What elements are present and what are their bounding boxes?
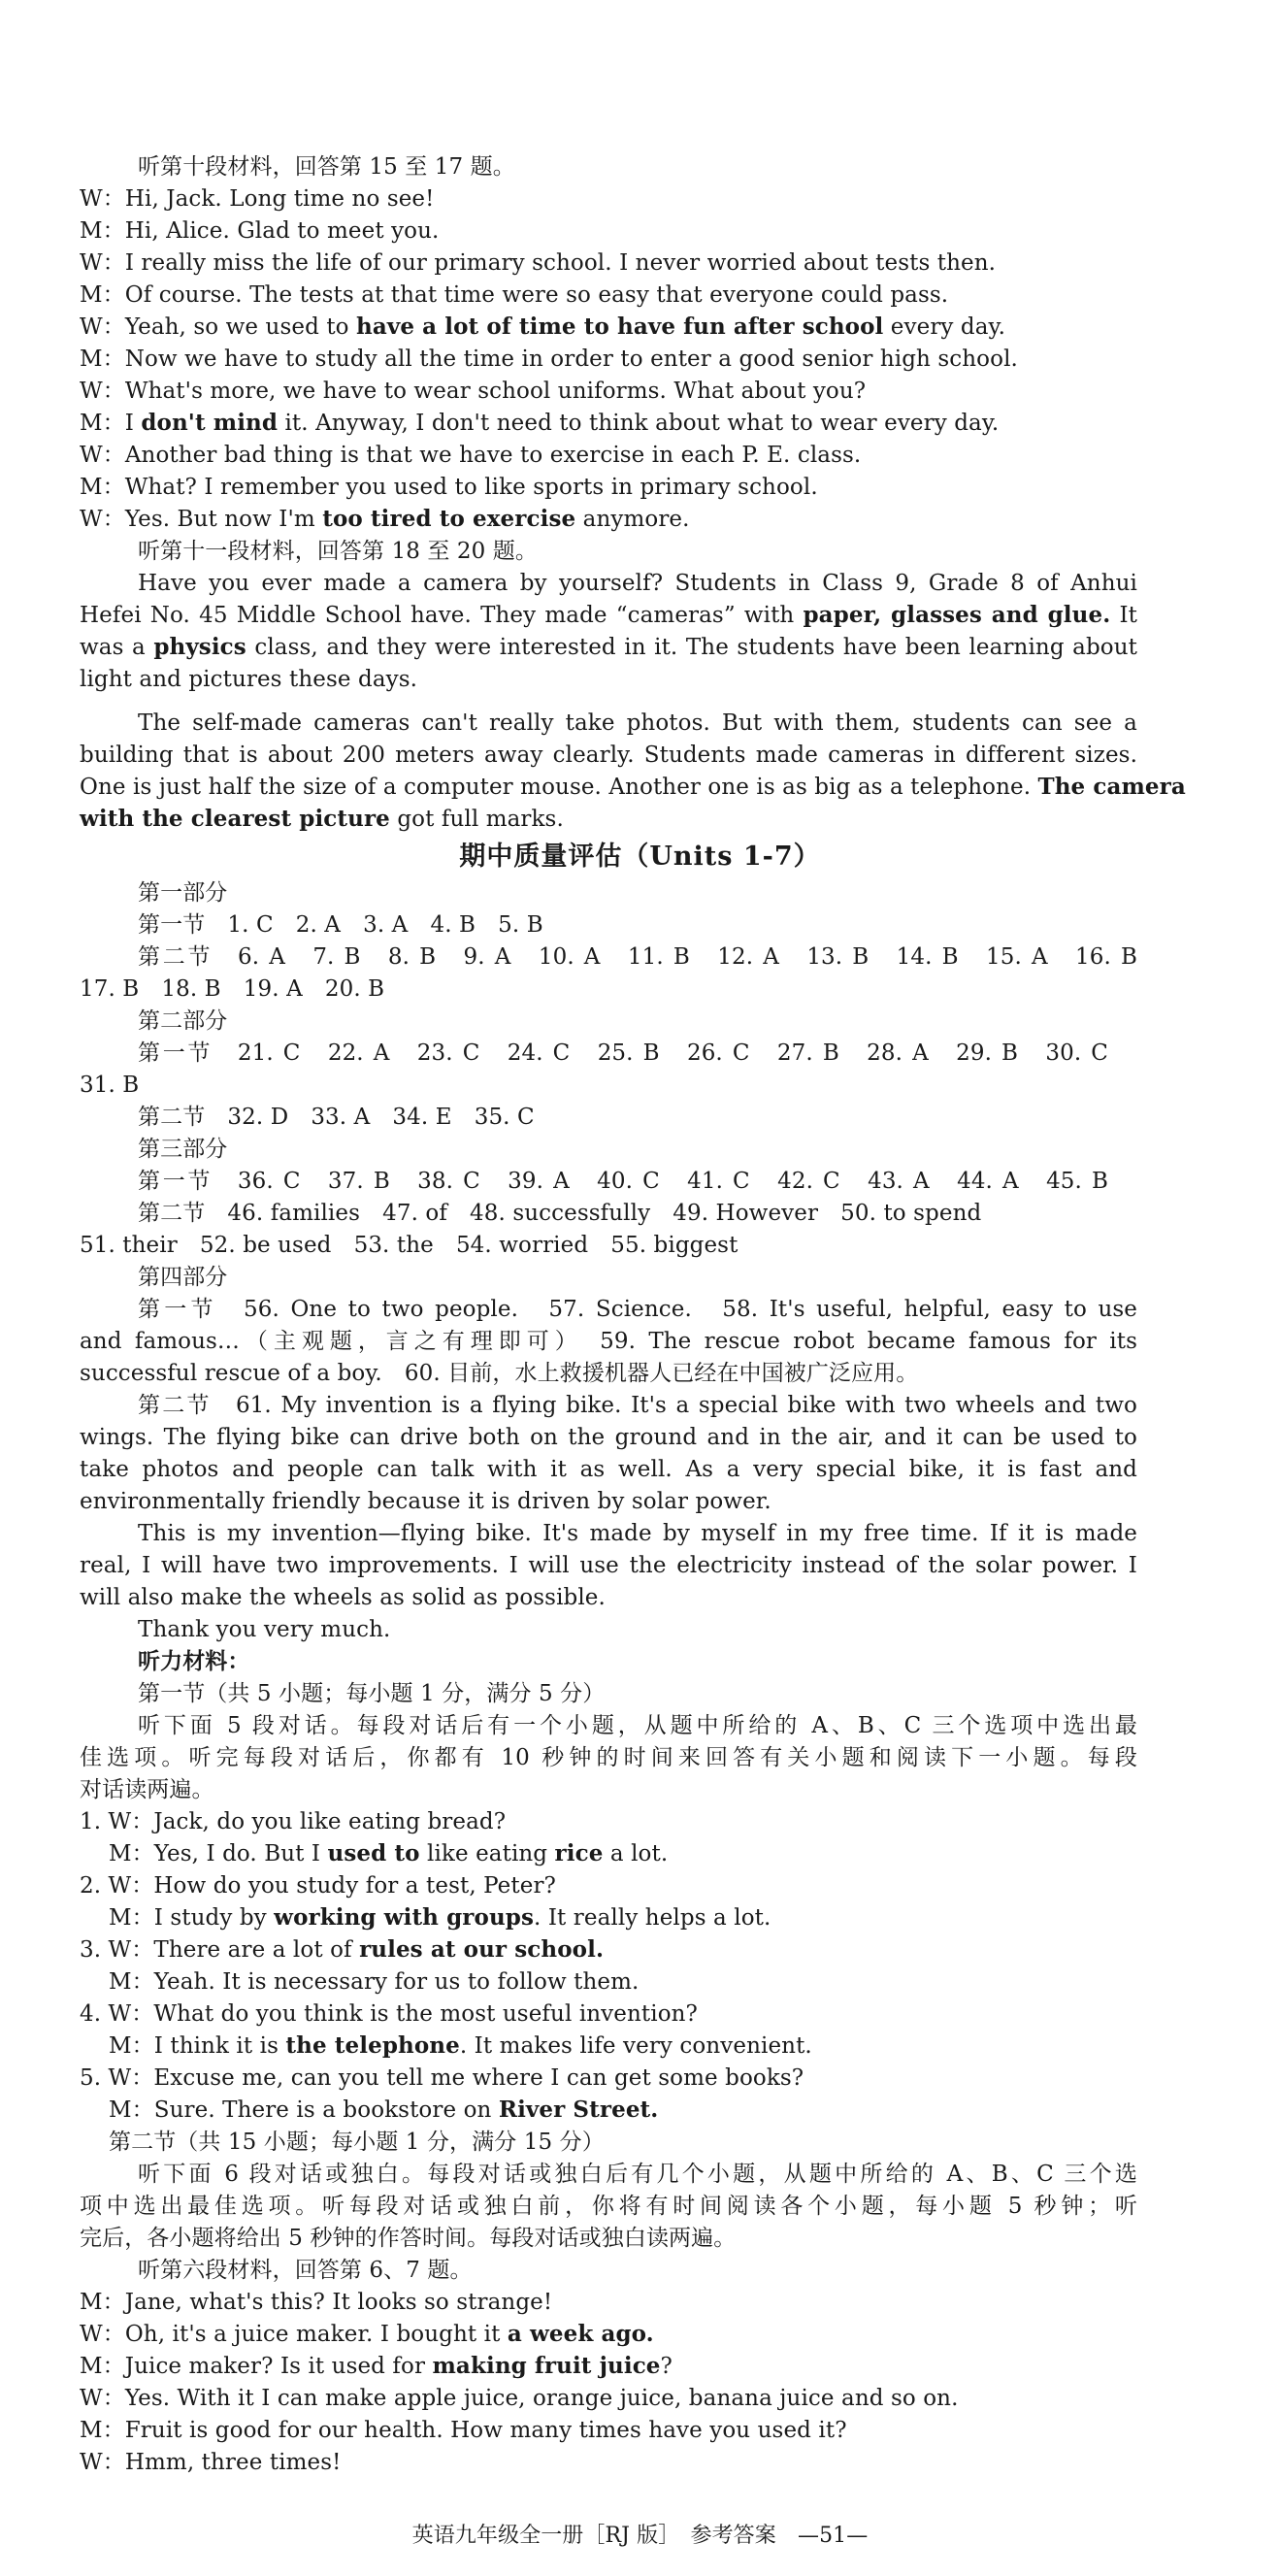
text-line — [80, 2416, 847, 2445]
text-line — [80, 1423, 1137, 1452]
text-line — [80, 441, 861, 470]
text-span: 3. W：There are a lot of — [80, 1937, 360, 1963]
text-span: ? — [660, 2354, 673, 2379]
text-line — [138, 2160, 1137, 2189]
text-line — [138, 1679, 605, 1708]
text-span: 项中选出最佳选项。听每段对话或独白前，你将有时间阅读各个小题，每小题 5 秒钟；听 — [80, 2194, 1137, 2219]
text-line — [80, 281, 948, 310]
text-span: successful rescue of a boy. 60. 目前，水上救援机器人已经在中国被广泛应用。 — [80, 1361, 919, 1386]
text-line — [138, 709, 1137, 738]
page-footer: 英语九年级全一册［RJ 版］ 参考答案 —51— — [411, 2524, 869, 2548]
text-line — [138, 537, 538, 566]
text-line — [138, 1007, 227, 1036]
text-span: 第一部分 — [138, 880, 228, 906]
text-span: 对话读两遍。 — [80, 1777, 214, 1802]
text-line — [80, 1231, 738, 1260]
text-line — [80, 313, 1005, 342]
text-span: 第一节 36. C 37. B 38. C 39. A 40. C 41. C 42. C 43. A 44. A 45. B — [138, 1169, 1108, 1194]
text-span: 完后，各小题将给出 5 秒钟的作答时间。每段对话或独白读两遍。 — [80, 2226, 737, 2251]
text-span: 第二节 46. families 47. of 48. successfully 49. However 50. to spend — [138, 1201, 982, 1226]
text-line — [138, 1103, 535, 1132]
text-line — [109, 1967, 639, 1997]
bold-text: with the clearest picture — [80, 806, 390, 832]
text-span: W：Yes. With it I can make apple juice, orange juice, banana juice and so on. — [80, 2386, 959, 2411]
bold-text: 听力材料： — [138, 1648, 250, 1674]
text-span: 佳选项。听完每段对话后，你都有 10 秒钟的时间来回答有关小题和阅读下一小题。每段 — [80, 1745, 1137, 1770]
text-span: 第一节 21. C 22. A 23. C 24. C 25. B 26. C 27. B 28. A 29. B 30. C — [138, 1040, 1108, 1066]
text-line — [138, 1039, 1108, 1068]
bold-text: physics — [153, 634, 246, 660]
text-line — [138, 1615, 390, 1644]
text-span: W：Hmm, three times! — [80, 2450, 342, 2475]
text-line — [109, 2128, 605, 2157]
text-line — [138, 152, 515, 182]
text-line — [109, 1839, 668, 1868]
text-span: take photos and people can talk with it as well. As a very special bike, it is fast and — [80, 1457, 1137, 1482]
text-span: Have you ever made a camera by yourself? Students in Class 9, Grade 8 of Anhui — [138, 571, 1137, 596]
text-line — [80, 2288, 552, 2317]
text-span: W：Oh, it's a juice maker. I bought it — [80, 2322, 508, 2347]
text-span: 第一节（共 5 小题；每小题 1 分，满分 5 分） — [138, 1681, 606, 1706]
text-span: 听下面 6 段对话或独白。每段对话或独白后有几个小题，从题中所给的 A、B、C 三个选 — [138, 2162, 1137, 2187]
bold-text: River Street. — [498, 2097, 659, 2123]
text-span: M：Now we have to study all the time in order to enter a good senior high school. — [80, 347, 1018, 372]
bold-text: paper, glasses and glue. — [803, 602, 1111, 628]
text-span: Hefei No. 45 Middle School have. They made “cameras” with — [80, 603, 804, 628]
text-span: 2. W：How do you study for a test, Peter? — [80, 1873, 556, 1899]
text-line — [80, 1935, 604, 1965]
text-span: 第二节 61. My invention is a flying bike. It's a special bike with two wheels and two — [138, 1393, 1137, 1418]
text-span: real, I will have two improvements. I will use the electricity instead of the solar power. I — [80, 1553, 1137, 1578]
text-line — [80, 1071, 139, 1100]
text-span: 5. W：Excuse me, can you tell me where I can get some books? — [80, 2065, 804, 2091]
text-span: 1. W：Jack, do you like eating bread? — [80, 1809, 507, 1834]
text-line — [80, 1327, 1137, 1356]
text-line — [80, 2448, 342, 2477]
text-span: M：Sure. There is a bookstore on — [109, 2097, 499, 2123]
bold-text: rules at our school. — [359, 1936, 605, 1963]
text-line — [80, 773, 1186, 802]
text-span: building that is about 200 meters away clearly. Students made cameras in different sizes. — [80, 743, 1137, 768]
text-span: W：Yes. But now I'm — [80, 507, 323, 532]
text-span: W：Another bad thing is that we have to exercise in each P. E. class. — [80, 443, 862, 468]
text-span: got full marks. — [389, 807, 564, 832]
text-line — [80, 2192, 1137, 2221]
text-line — [80, 1743, 1137, 1772]
text-line — [80, 1583, 606, 1612]
text-span: M：Juice maker? Is it used for — [80, 2354, 433, 2379]
text-span: M：Of course. The tests at that time were so easy that everyone could pass. — [80, 282, 949, 308]
text-line — [80, 409, 999, 438]
text-span: W：What's more, we have to wear school uniforms. What about you? — [80, 379, 867, 404]
text-span: it. Anyway, I don't need to think about what to wear every day. — [278, 411, 1000, 436]
text-line — [80, 741, 1137, 770]
text-line — [80, 1807, 506, 1836]
text-line — [109, 2096, 658, 2125]
text-span: 第一节 56. One to two people. 57. Science. 58. It's useful, helpful, easy to use — [138, 1297, 1137, 1322]
bold-text: have a lot of time to have fun after school — [356, 314, 884, 340]
text-line — [138, 878, 227, 908]
text-span: 31. B — [80, 1073, 140, 1098]
text-line — [80, 2064, 804, 2093]
bold-text: don't mind — [141, 410, 279, 436]
text-line — [138, 1711, 1137, 1740]
text-span: 4. W：What do you think is the most useful invention? — [80, 2001, 698, 2027]
bold-text: too tired to exercise — [322, 506, 576, 532]
text-span: 听第十段材料，回答第 15 至 17 题。 — [138, 154, 515, 180]
text-line — [138, 1519, 1137, 1548]
text-line — [80, 1487, 771, 1516]
text-line — [80, 2224, 736, 2253]
text-line — [80, 216, 439, 246]
text-line — [80, 248, 996, 278]
bold-text: making fruit juice — [432, 2353, 661, 2379]
text-line — [80, 805, 564, 834]
text-span: M：I study by — [109, 1905, 275, 1931]
text-line — [80, 601, 1137, 630]
text-span: 第三部分 — [138, 1137, 228, 1162]
text-span: M：I — [80, 411, 142, 436]
text-line — [80, 974, 384, 1004]
text-line — [80, 665, 417, 694]
text-span: W：I really miss the life of our primary school. I never worried about tests then. — [80, 250, 997, 276]
text-span: M：I think it is — [109, 2033, 286, 2059]
text-line — [80, 345, 1018, 374]
text-span: M：Jane, what's this? It looks so strange! — [80, 2290, 553, 2315]
text-line — [109, 2031, 812, 2061]
text-span: 第二部分 — [138, 1008, 228, 1034]
text-span: 17. B 18. B 19. A 20. B — [80, 976, 385, 1002]
text-span: W：Yeah, so we used to — [80, 314, 357, 340]
text-span: It — [1110, 603, 1137, 628]
text-line — [80, 1455, 1137, 1484]
text-span: environmentally friendly because it is driven by solar power. — [80, 1489, 771, 1514]
text-line — [80, 1871, 556, 1900]
text-line — [138, 569, 1137, 598]
text-line — [138, 1647, 250, 1676]
text-span: every day. — [883, 314, 1006, 340]
text-span: Thank you very much. — [138, 1617, 391, 1642]
text-line — [138, 1295, 1137, 1324]
text-span: W：Hi, Jack. Long time no see! — [80, 186, 435, 212]
text-line — [138, 1199, 981, 1228]
text-line — [80, 1359, 918, 1388]
text-span: 听第十一段材料，回答第 18 至 20 题。 — [138, 539, 538, 564]
text-span: a lot. — [603, 1841, 669, 1866]
text-span: This is my invention—flying bike. It's made by myself in my free time. If it is made — [138, 1521, 1137, 1546]
text-line — [138, 1167, 1108, 1196]
bold-text: the telephone — [285, 2032, 460, 2059]
text-span: 第一节 1. C 2. A 3. A 4. B 5. B — [138, 912, 543, 938]
text-span: 听第六段材料，回答第 6、7 题。 — [138, 2258, 473, 2283]
text-span: wings. The flying bike can drive both on the ground and in the air, and it can be used to — [80, 1425, 1137, 1450]
text-line — [109, 1903, 771, 1932]
section-title: 期中质量评估（Units 1-7） — [459, 842, 821, 872]
bold-text: The camera — [1037, 774, 1186, 800]
text-line — [138, 1135, 227, 1164]
text-span: . It really helps a lot. — [534, 1905, 771, 1931]
bold-text: used to — [327, 1840, 420, 1866]
text-span: . It makes life very convenient. — [459, 2033, 812, 2059]
text-span: The self-made cameras can't really take photos. But with them, students can see a — [138, 710, 1137, 736]
text-line — [80, 633, 1137, 662]
text-span: and famous…（主观题，言之有理即可） 59. The rescue robot became famous for its — [80, 1329, 1137, 1354]
bold-text: a week ago. — [507, 2321, 654, 2347]
text-span: 第四部分 — [138, 1265, 228, 1290]
text-span: light and pictures these days. — [80, 667, 418, 692]
text-line — [80, 2320, 654, 2349]
text-span: 第二节（共 15 小题；每小题 1 分，满分 15 分） — [109, 2130, 605, 2155]
text-line — [80, 2352, 673, 2381]
text-line — [80, 1775, 214, 1804]
text-span: M：What? I remember you used to like sports in primary school. — [80, 475, 818, 500]
text-span: anymore. — [575, 507, 690, 532]
text-line — [80, 1551, 1137, 1580]
text-span: will also make the wheels as solid as possible. — [80, 1585, 606, 1610]
bold-text: rice — [554, 1840, 604, 1866]
text-span: One is just half the size of a computer mouse. Another one is as big as a telephone. — [80, 775, 1038, 800]
text-span: 听下面 5 段对话。每段对话后有一个小题，从题中所给的 A、B、C 三个选项中选出最 — [138, 1713, 1137, 1738]
text-line — [80, 1999, 698, 2029]
text-span: was a — [80, 635, 154, 660]
text-line — [80, 377, 866, 406]
text-line — [138, 1263, 227, 1292]
text-line — [80, 184, 435, 214]
text-span: 第二节 6. A 7. B 8. B 9. A 10. A 11. B 12. A 13. B 14. B 15. A 16. B — [138, 944, 1137, 970]
text-span: M：Fruit is good for our health. How many times have you used it? — [80, 2418, 847, 2443]
text-line — [138, 1391, 1137, 1420]
text-span: M：Hi, Alice. Glad to meet you. — [80, 218, 440, 244]
text-span: 51. their 52. be used 53. the 54. worried 55. biggest — [80, 1233, 738, 1258]
text-span: M：Yes, I do. But I — [109, 1841, 328, 1866]
text-line — [80, 2384, 959, 2413]
text-line — [138, 910, 543, 940]
text-line — [138, 2256, 473, 2285]
text-line — [80, 473, 818, 502]
text-span: 第二节 32. D 33. A 34. E 35. C — [138, 1105, 535, 1130]
bold-text: working with groups — [274, 1904, 534, 1931]
text-span: class, and they were interested in it. The students have been learning about — [246, 635, 1137, 660]
text-line — [80, 505, 690, 534]
text-span: like eating — [419, 1841, 555, 1866]
text-span: M：Yeah. It is necessary for us to follow them. — [109, 1969, 640, 1995]
text-line — [138, 942, 1137, 972]
